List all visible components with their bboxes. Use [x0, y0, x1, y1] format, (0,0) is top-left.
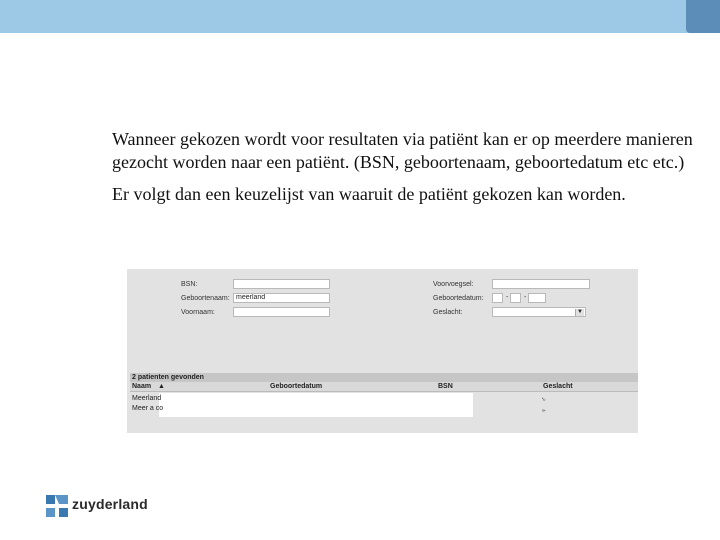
col-geslacht[interactable]: Geslacht	[543, 383, 573, 390]
voorvoegsel-label: Voorvoegsel:	[433, 281, 474, 288]
top-banner	[0, 0, 720, 33]
voornaam-label: Voornaam:	[181, 309, 215, 316]
col-naam[interactable]: Naam	[132, 383, 152, 390]
date-separator-1: -	[506, 294, 509, 301]
female-icon: ♀	[541, 407, 548, 413]
col-bsn[interactable]: BSN	[438, 383, 453, 390]
corner-accent	[686, 0, 720, 33]
slide-text	[112, 128, 702, 206]
paragraph-2: Er volgt dan een keuzelijst van waaruit de patiënt gekozen kan worden.	[112, 184, 626, 204]
voornaam-input[interactable]	[233, 307, 330, 317]
geboortenaam-input[interactable]: meerland	[233, 293, 330, 303]
date-month-input[interactable]	[510, 293, 521, 303]
geslacht-select[interactable]	[492, 307, 586, 317]
date-day-input[interactable]	[492, 293, 503, 303]
chevron-down-icon[interactable]: ▼	[575, 309, 584, 316]
voorvoegsel-input[interactable]	[492, 279, 590, 289]
table-row-2-naam[interactable]: Meer a co	[132, 405, 164, 412]
bsn-label: BSN:	[181, 281, 198, 288]
results-column-header	[130, 382, 638, 392]
patient-search-screenshot	[127, 269, 638, 433]
brand-name: zuyderland	[72, 496, 148, 512]
results-list	[159, 393, 473, 417]
geboortenaam-label: Geboortenaam:	[181, 295, 230, 302]
geslacht-label: Geslacht:	[433, 309, 463, 316]
paragraph-1: Wanneer gekozen wordt voor resultaten via patiënt kan er op meerdere manieren gezocht worden naar een patiënt. (BSN, geboortenaam, geboortedatum etc etc.)	[112, 129, 693, 172]
date-separator-2: -	[524, 294, 527, 301]
col-geboortedatum[interactable]: Geboortedatum	[270, 383, 323, 390]
results-count-header: 2 patienten gevonden	[130, 373, 638, 382]
male-icon: ♂	[541, 396, 548, 402]
zuyderland-logo-icon	[46, 495, 68, 517]
bsn-input[interactable]	[233, 279, 330, 289]
date-year-input[interactable]	[528, 293, 546, 303]
geboortedatum-label: Geboortedatum:	[433, 295, 484, 302]
sort-icon: ▲	[158, 383, 165, 390]
table-row-1-naam[interactable]: Meerland	[132, 395, 162, 402]
